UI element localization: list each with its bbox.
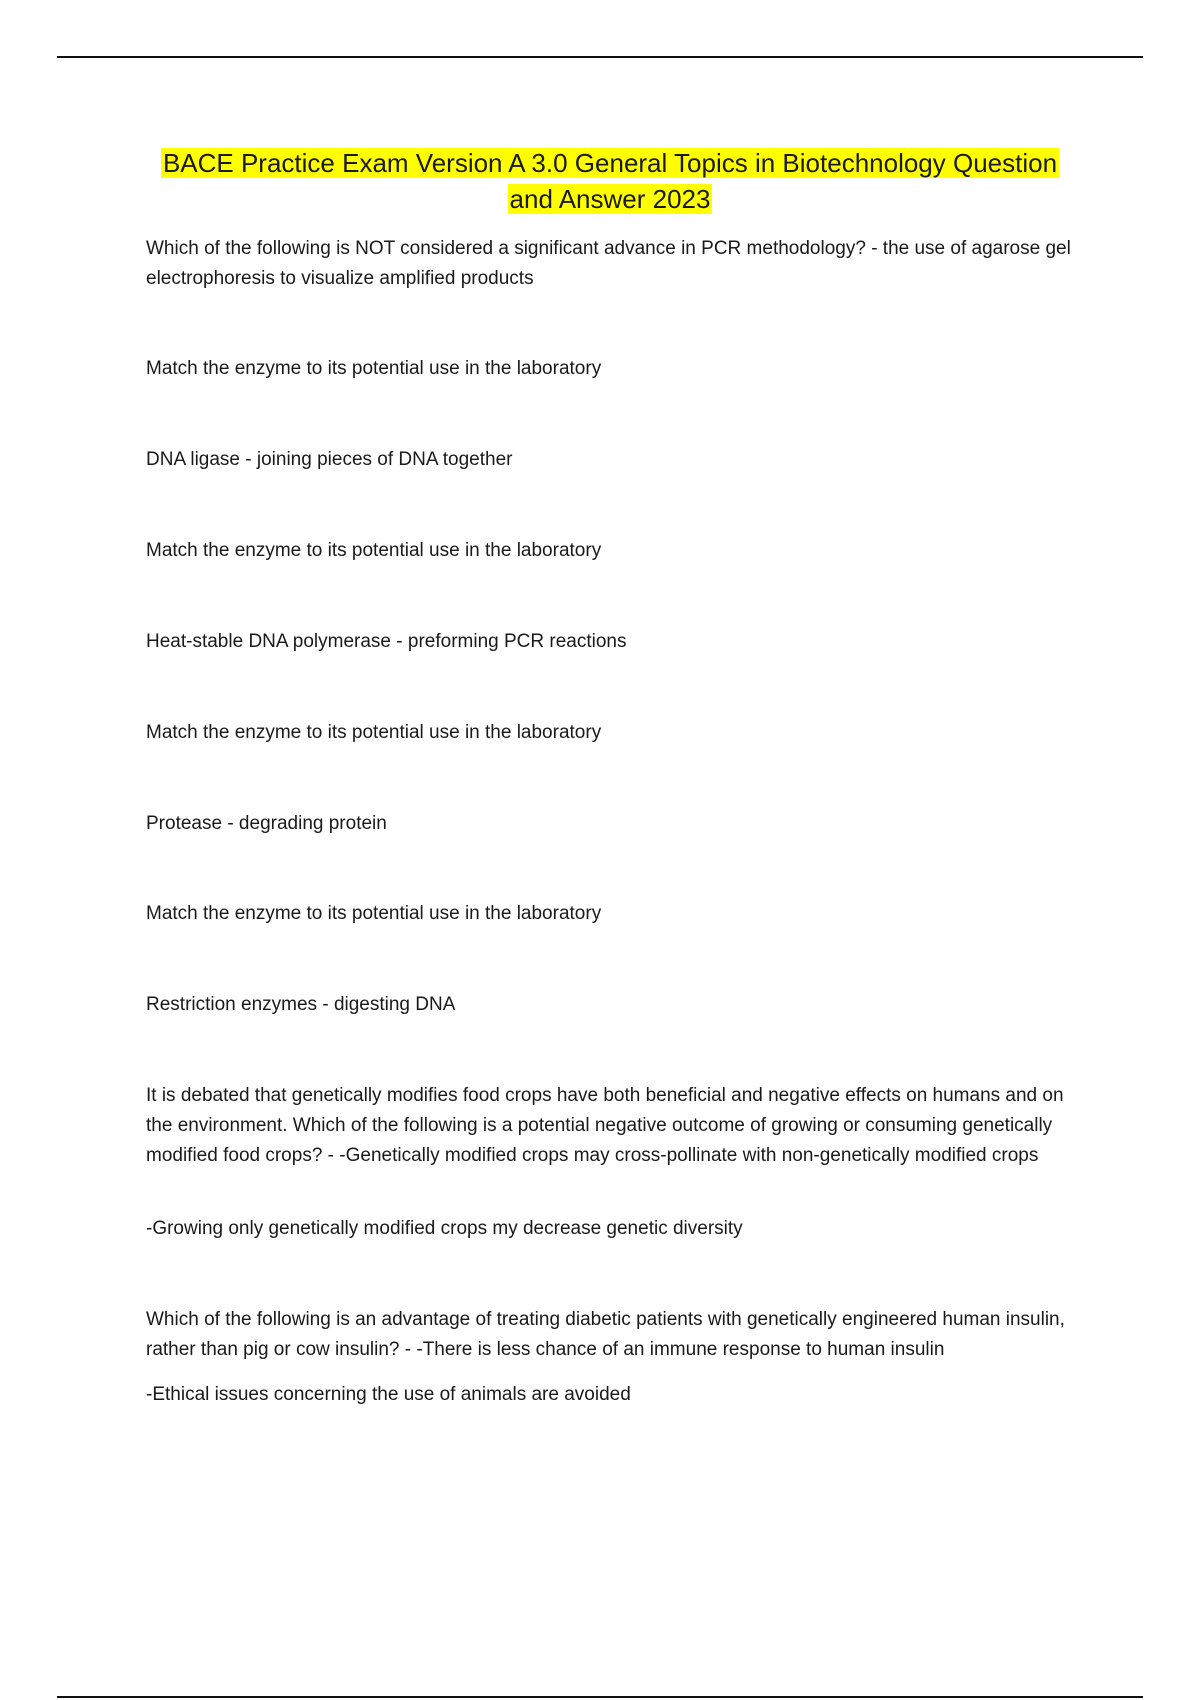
qa-entry-match-prompt: Match the enzyme to its potential use in the laboratory (146, 540, 602, 561)
qa-entry-match-prompt: Match the enzyme to its potential use in the laboratory (146, 358, 602, 379)
bottom-divider (57, 1696, 1143, 1698)
qa-entry-dna-ligase: DNA ligase - joining pieces of DNA together (146, 449, 513, 470)
top-divider (57, 56, 1143, 58)
qa-entry-match-prompt: Match the enzyme to its potential use in the laboratory (146, 722, 602, 743)
qa-entry-gm-diversity: -Growing only genetically modified crops my decrease genetic diversity (146, 1218, 743, 1239)
title-highlight: BACE Practice Exam Version A 3.0 General Topics in Biotechnology Question and Answer 2023 (162, 148, 1058, 214)
document-title (145, 145, 1075, 217)
qa-entry-match-prompt: Match the enzyme to its potential use in the laboratory (146, 903, 602, 924)
qa-entry-ethics: -Ethical issues concerning the use of animals are avoided (146, 1384, 631, 1405)
qa-entry-restriction-enzymes: Restriction enzymes - digesting DNA (146, 994, 456, 1015)
qa-entry-gm-crops: It is debated that genetically modifies food crops have both beneficial and negative effects on humans and on the environment. Which of the following is a potential negative outcome of growing or consuming genetically modified food crops? - -Genetically modified crops may cross-pollinate with non-genetically modified crops (146, 1085, 1064, 1166)
qa-entry-pcr: Which of the following is NOT considered a significant advance in PCR methodology? - the use of agarose gel electrophoresis to visualize amplified products (146, 238, 1071, 289)
qa-entry-insulin: Which of the following is an advantage of treating diabetic patients with genetically engineered human insulin, rather than pig or cow insulin? - -There is less chance of an immune response to human insulin (146, 1309, 1065, 1360)
qa-entry-protease: Protease - degrading protein (146, 813, 387, 834)
qa-entry-dna-polymerase: Heat-stable DNA polymerase - preforming PCR reactions (146, 631, 627, 652)
